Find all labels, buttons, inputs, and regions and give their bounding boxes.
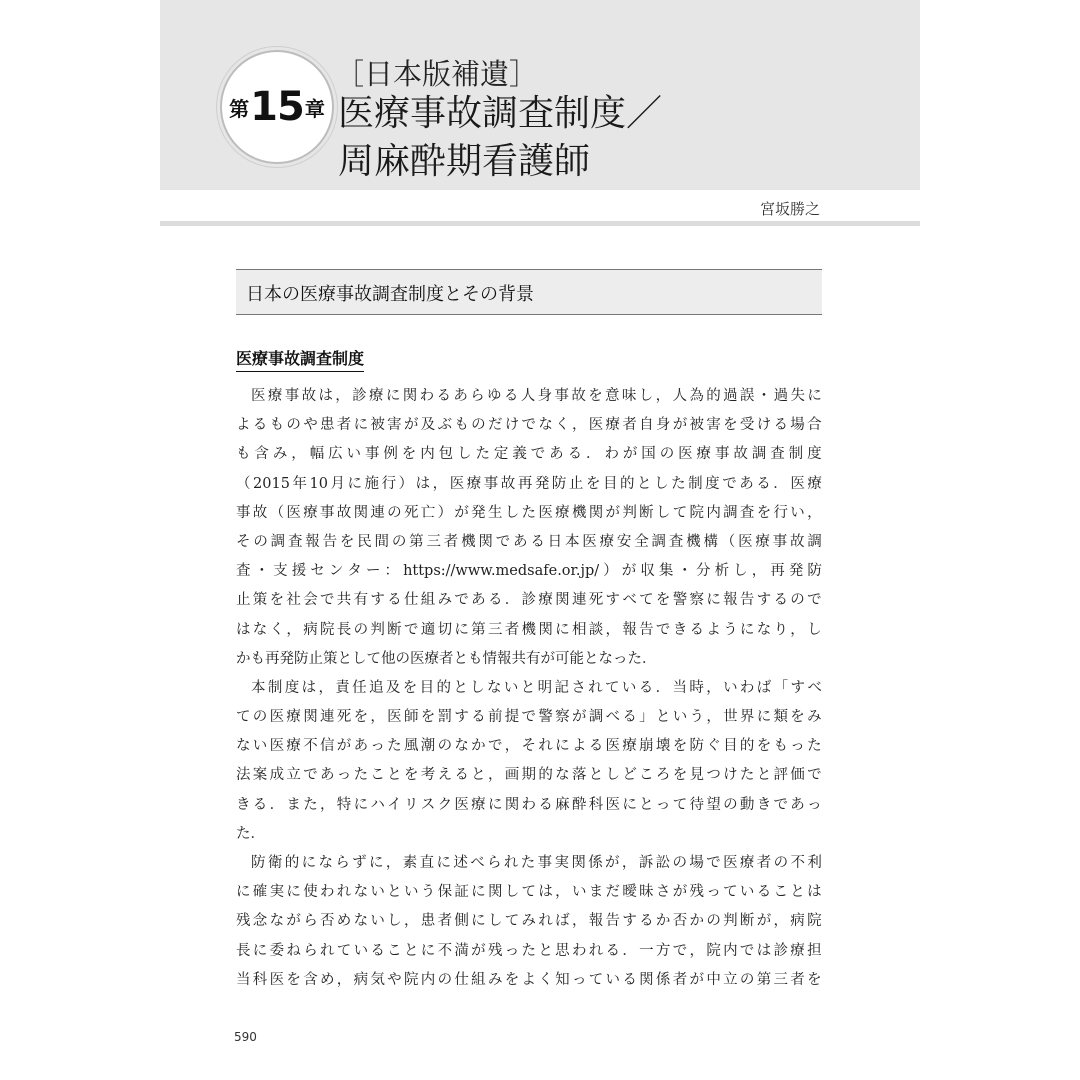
chapter-prefix: 第 (229, 96, 250, 121)
body-line: かも再発防止策として他の医療者とも情報共有が可能となった． (236, 650, 657, 667)
body-line: に 確 実 に 使 わ れ な い と い う 保 証 に 関 し て は ， い ま だ 曖 昧 さ が 残 っ て い る こ と は (236, 884, 822, 901)
body-line: 法 案 成 立 で あ っ た こ と を 考 え る と ， 画 期 的 な 落 と し ど こ ろ を 見 つ け た と 評 価 で (236, 767, 822, 784)
section-heading: 日本の医療事故調査制度とその背景 (246, 284, 534, 305)
page-number: 590 (234, 1030, 257, 1044)
body-line: 事 故 （ 医 療 事 故 関 連 の 死 亡 ） が 発 生 し た 医 療 機 関 が 判 断 し て 院 内 調 査 を 行 い ， (236, 504, 822, 521)
body-text (236, 382, 822, 995)
header-divider (160, 221, 920, 226)
body-line: よ る も の や 患 者 に 被 害 が 及 ぶ も の だ け で な く ， 医 療 者 自 身 が 被 害 を 受 け る 場 合 (236, 417, 822, 434)
body-line: そ の 調 査 報 告 を 民 間 の 第 三 者 機 関 で あ る 日 本 医 療 安 全 調 査 機 構 （ 医 療 事 故 調 (236, 533, 822, 550)
subsection-heading: 医療事故調査制度 (236, 346, 364, 372)
chapter-title-line-2: 周麻酔期看護師 (338, 141, 591, 182)
body-line: も 含 み ， 幅 広 い 事 例 を 内 包 し た 定 義 で あ る ． わ が 国 の 医 療 事 故 調 査 制 度 (236, 446, 822, 463)
body-line: 長 に 委 ね ら れ て い る こ と に 不 満 が 残 っ た と 思 わ れ る ． 一 方 で ， 院 内 で は 診 療 担 (236, 942, 822, 959)
body-line: て の 医 療 関 連 死 を ， 医 師 を 罰 す る 前 提 で 警 察 が 調 べ る 」 と い う ， 世 界 に 類 を み (236, 709, 822, 726)
body-line: き る ． ま た ， 特 に ハ イ リ ス ク 医 療 に 関 わ る 麻 酔 科 医 に と っ て 待 望 の 動 き で あ っ (236, 796, 822, 813)
author-name: 宮坂勝之 (759, 200, 820, 218)
body-line: 医 療 事 故 は ， 診 療 に 関 わ る あ ら ゆ る 人 身 事 故 を 意 味 し ， 人 為 的 過 誤 ・ 過 失 に (251, 388, 822, 404)
chapter-title (338, 90, 662, 186)
body-line: た． (236, 825, 265, 842)
body-line: は な く ， 病 院 長 の 判 断 で 適 切 に 第 三 者 機 関 に 相 談 ， 報 告 で き る よ う に な り ， し (236, 621, 822, 638)
body-line: な い 医 療 不 信 が あ っ た 風 潮 の な か で ， そ れ に よ る 医 療 崩 壊 を 防 ぐ 目 的 を も っ た (236, 738, 822, 755)
body-line: 査 ・ 支 援 セ ン タ ー ： https://www.medsafe.or.jp/ ） が 収 集 ・ 分 析 し ， 再 発 防 (236, 563, 822, 580)
body-line: 止 策 を 社 会 で 共 有 す る 仕 組 み で あ る ． 診 療 関 連 死 す べ て を 警 察 に 報 告 す る の で (236, 592, 822, 609)
chapter-title-line-1: 医療事故調査制度／ (338, 93, 663, 134)
chapter-supplement-label: ［日本版補遺］ (335, 57, 539, 91)
chapter-suffix: 章 (304, 96, 325, 121)
chapter-number-badge (220, 50, 334, 164)
chapter-header-band (160, 0, 920, 190)
body-line: 防 衛 的 に な ら ず に ， 素 直 に 述 べ ら れ た 事 実 関 係 が ， 訴 訟 の 場 で 医 療 者 の 不 利 (251, 855, 822, 871)
body-line: 当 科 医 を 含 め ， 病 気 や 院 内 の 仕 組 み を よ く 知 っ て い る 関 係 者 が 中 立 の 第 三 者 を (236, 971, 822, 988)
body-line: （ 2015 年 10 月 に 施 行 ） は ， 医 療 事 故 再 発 防 止 を 目 的 と し た 制 度 で あ る ． 医 療 (236, 475, 822, 492)
body-line: 残 念 な が ら 否 め な い し ， 患 者 側 に し て み れ ば ， 報 告 す る か 否 か の 判 断 が ， 病 院 (236, 913, 822, 930)
body-line: 本 制 度 は ， 責 任 追 及 を 目 的 と し な い と 明 記 さ れ て い る ． 当 時 ， い わ ば 「 す べ (251, 679, 822, 696)
section-heading-box (236, 269, 822, 315)
chapter-number: 15 (250, 84, 304, 130)
book-page (160, 0, 920, 1080)
